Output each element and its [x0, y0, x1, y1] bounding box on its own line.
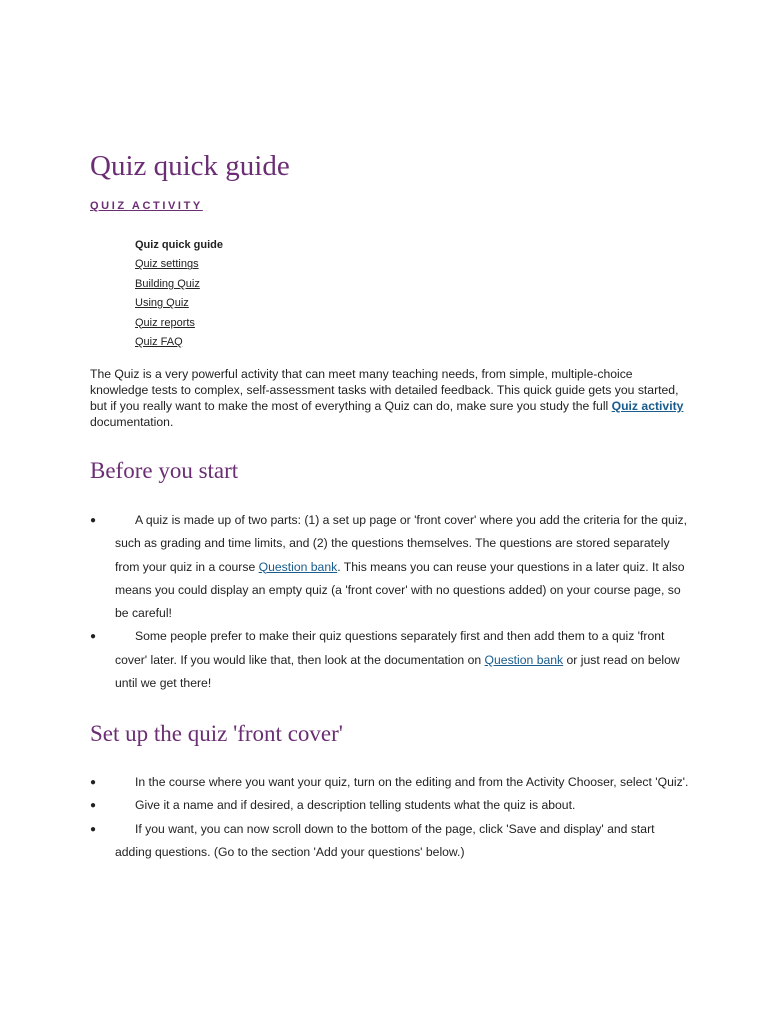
- list-item-text-end: . This means you can reuse your questions in a later quiz. It also means you could display an empty quiz (a 'front cover' with no questions added) on your course page, so be careful!: [115, 559, 685, 621]
- bullet-icon: ●: [90, 823, 97, 835]
- list-item: [90, 625, 690, 695]
- quiz-activity-link[interactable]: QUIZ ACTIVITY: [90, 200, 203, 212]
- heading-before-you-start: Before you start: [90, 458, 239, 483]
- bullet-icon: ●: [90, 800, 97, 812]
- list-item: [90, 794, 690, 817]
- list-item-text: In the course where you want your quiz, turn on the editing and from the Activity Chooser, select 'Quiz'.: [135, 775, 689, 789]
- table-of-contents: [135, 236, 223, 352]
- toc-item-quiz-settings[interactable]: Quiz settings: [135, 258, 199, 271]
- bullet-icon: ●: [90, 515, 97, 526]
- question-bank-link[interactable]: Question bank: [484, 652, 564, 667]
- list-item-text: If you want, you can now scroll down to the bottom of the page, click 'Save and display' and start adding questions. (Go to the section 'Add your questions' below.): [115, 821, 655, 859]
- intro-paragraph: [90, 366, 690, 430]
- quiz-activity-doc-link[interactable]: Quiz activity: [611, 399, 684, 413]
- before-you-start-list: [90, 509, 690, 695]
- intro-text-end: documentation.: [90, 415, 174, 429]
- toc-item-quiz-quick-guide: Quiz quick guide: [135, 239, 224, 251]
- toc-item-quiz-reports[interactable]: Quiz reports: [135, 316, 195, 329]
- toc-item-building-quiz[interactable]: Building Quiz: [135, 277, 200, 290]
- page-title: Quiz quick guide: [90, 150, 290, 182]
- list-item: [90, 818, 690, 865]
- intro-text: The Quiz is a very powerful activity that can meet many teaching needs, from simple, multiple-choice knowledge tests to complex, self-assessment tasks with detailed feedback. This quick guide gets you started, but if you really want to make the most of everything a Quiz can do, make sure you study the full: [90, 367, 679, 413]
- bullet-icon: ●: [90, 631, 97, 643]
- list-item-text: Give it a name and if desired, a description telling students what the quiz is about.: [135, 798, 576, 813]
- list-item-text-end: or just read on below until we get there!: [115, 652, 680, 691]
- list-item-text: Some people prefer to make their quiz questions separately first and then add them to a quiz 'front cover' later. If you would like that, then look at the documentation on: [115, 629, 665, 667]
- toc-item-using-quiz[interactable]: Using Quiz: [135, 297, 189, 310]
- list-item: [90, 771, 690, 794]
- list-item: [90, 509, 690, 625]
- bullet-icon: ●: [90, 777, 97, 788]
- question-bank-link[interactable]: Question bank: [258, 559, 338, 574]
- list-item-text: A quiz is made up of two parts: (1) a set up page or 'front cover' where you add the criteria for the quiz, such as grading and time limits, and (2) the questions themselves. The questions are stored separately from your quiz in a course: [115, 513, 688, 574]
- toc-item-quiz-faq[interactable]: Quiz FAQ: [135, 336, 183, 349]
- heading-set-up-front-cover: Set up the quiz 'front cover': [90, 721, 343, 746]
- setup-front-cover-list: [90, 771, 690, 864]
